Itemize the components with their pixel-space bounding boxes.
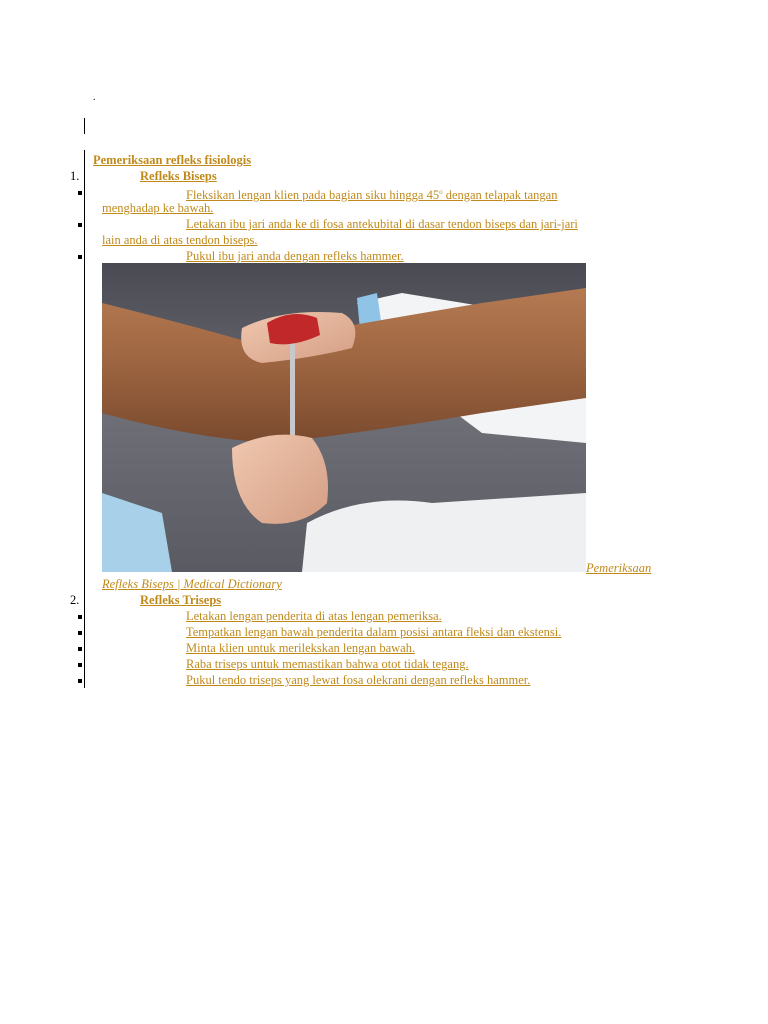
bullet-marker [78,631,82,635]
triceps-step-3[interactable]: Minta klien untuk merilekskan lengan bawah. [186,641,416,655]
biceps-reflex-photo[interactable] [102,263,586,572]
bullet-marker [78,223,82,227]
change-bar [84,150,85,688]
triceps-step-5[interactable]: Pukul tendo triseps yang lewat fosa olekrani dengan refleks hammer. [186,673,531,687]
triceps-step-4[interactable]: Raba triseps untuk memastikan bahwa otot tidak tegang. [186,657,469,671]
section2-number: 2. [70,593,80,607]
biceps-step-1-cont[interactable]: menghadap ke bawah. [102,201,214,215]
page-heading[interactable]: Pemeriksaan refleks fisiologis [93,153,252,167]
bullet-marker [78,191,82,195]
section1-title[interactable]: Refleks Biseps [140,169,217,183]
text-cursor [84,118,85,134]
bullet-marker [78,615,82,619]
bullet-marker [78,679,82,683]
triceps-step-1[interactable]: Letakan lengan penderita di atas lengan pemeriksa. [186,609,442,623]
image-caption[interactable]: Pemeriksaan [586,561,652,575]
section2-title[interactable]: Refleks Triseps [140,593,222,607]
section1-number: 1. [70,169,80,183]
triceps-step-2[interactable]: Tempatkan lengan bawah penderita dalam posisi antara fleksi dan ekstensi. [186,625,562,639]
biceps-step-3[interactable]: Pukul ibu jari anda dengan refleks hammer. [186,249,404,263]
biceps-step-2[interactable]: Letakan ibu jari anda ke di fosa antekubital di dasar tendon biseps dan jari-jari [186,217,578,231]
biceps-step-1[interactable]: Fleksikan lengan klien pada bagian siku hingga 45$^o$ dengan telapak tangan [186,188,558,203]
bullet-marker [78,255,82,259]
bullet-marker [78,647,82,651]
stray-dot: . [93,92,96,103]
biceps-step-2-cont[interactable]: lain anda di atas tendon biseps. [102,233,258,247]
bullet-marker [78,663,82,667]
image-caption-cont[interactable]: Refleks Biseps | Medical Dictionary [102,577,282,591]
